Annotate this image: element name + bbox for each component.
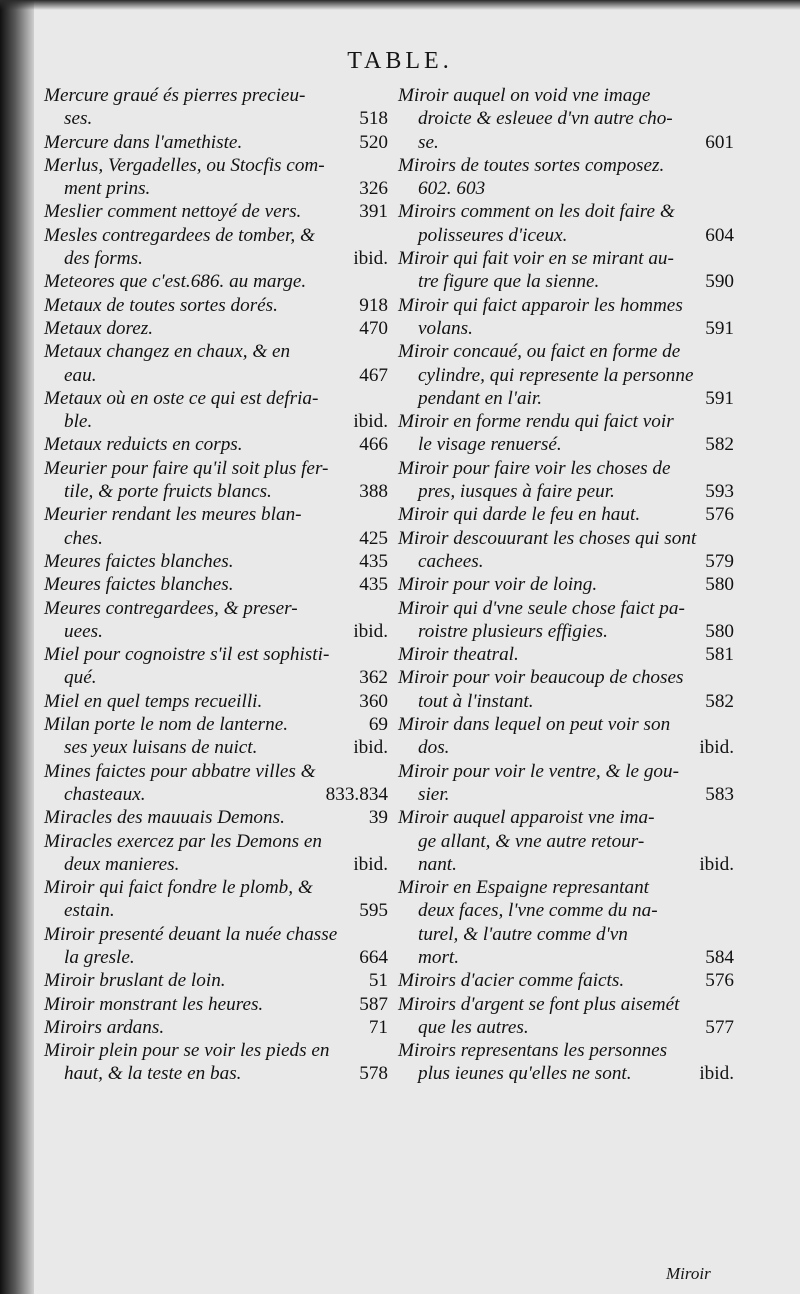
page-reference: 583 (705, 783, 734, 805)
index-entry (44, 643, 388, 690)
entry-text-line: Miroir qui faict apparoir les hommes (398, 294, 683, 316)
page-reference: 579 (705, 550, 734, 572)
entry-text-line: polisseures d'iceux. (418, 224, 568, 246)
entry-text-line: nant. (418, 853, 457, 875)
entry-text-line: Meures faictes blanches. (44, 574, 234, 596)
index-entry (44, 131, 388, 154)
page-reference: 51 (368, 970, 388, 992)
entry-text-line: Miroir pour voir le ventre, & le gou- (398, 760, 680, 782)
entry-text-line: tre figure que la sienne. (418, 271, 600, 293)
entry-text-line: Miroir monstrant les heures. (44, 993, 264, 1015)
entry-text-line: Milan porte le nom de lanterne. (44, 714, 289, 736)
entry-text-line: Metaux de toutes sortes dorés. (44, 294, 278, 316)
page-reference: ibid. (353, 737, 388, 759)
entry-text-line: Meures faictes blanches. (44, 550, 234, 572)
index-entry (44, 993, 388, 1016)
entry-text-line: se. (418, 131, 439, 153)
entry-text-line: turel, & l'autre comme d'vn (418, 923, 628, 945)
entry-text-line: Metaux dorez. (44, 317, 154, 339)
index-entry (44, 340, 388, 387)
entry-text-line: Miroir qui faict fondre le plomb, & (44, 877, 313, 899)
entry-text-line: Miroir dans lequel on peut voir son (398, 714, 671, 736)
entry-text-line: Mercure dans l'amethiste. (44, 131, 243, 153)
page-reference: 388 (359, 481, 388, 503)
page-reference: ibid. (699, 737, 734, 759)
entry-text-line: qué. (64, 667, 97, 689)
page-reference: 601 (705, 131, 734, 153)
page-reference: 576 (705, 970, 734, 992)
index-entry (44, 1016, 388, 1039)
entry-text-line: ches. (64, 527, 103, 549)
entry-text-line: Miroir plein pour se voir les pieds en (44, 1040, 330, 1062)
index-entry (398, 410, 734, 457)
index-entry (398, 200, 734, 247)
page-reference: 362 (359, 667, 388, 689)
index-entry (44, 433, 388, 456)
entry-text-line: Mercure graué és pierres precieu- (44, 85, 306, 106)
index-entry (398, 527, 734, 574)
index-entry (44, 806, 388, 829)
entry-text-line: deux faces, l'vne comme du na- (418, 900, 658, 922)
entry-text-line: eau. (64, 364, 97, 386)
entry-text-line: Merlus, Vergadelles, ou Stocfis com- (44, 154, 325, 176)
page-gutter-shadow (0, 0, 34, 1294)
entry-text-line: Miroir pour voir beaucoup de choses (398, 667, 684, 689)
entry-text-line: Metaux où en oste ce qui est defria- (44, 387, 319, 409)
entry-text-line: pendant en l'air. (418, 387, 543, 409)
index-entry (398, 1039, 734, 1086)
entry-text-line: pres, iusques à faire peur. (418, 481, 615, 503)
page-header: TABLE. (347, 48, 453, 74)
entry-text-line: la gresle. (64, 946, 135, 968)
index-entry (44, 969, 388, 992)
entry-text-line: Miroirs ardans. (44, 1016, 165, 1038)
page-reference: 520 (359, 131, 388, 153)
index-entry (398, 294, 734, 341)
entry-text-line: Miroir bruslant de loin. (44, 970, 226, 992)
page-reference: 582 (705, 690, 734, 712)
entry-text-line: que les autres. (418, 1016, 529, 1038)
index-entry (398, 969, 734, 992)
index-entry (44, 154, 388, 201)
page-reference: 518 (359, 108, 388, 130)
entry-text-line: Miroir pour faire voir les choses de (398, 457, 671, 479)
entry-text-line: ble. (64, 411, 93, 433)
entry-text-line: Miroir en forme rendu qui faict voir (398, 411, 674, 433)
entry-text-line: dos. (418, 737, 450, 759)
page-reference: 581 (705, 644, 734, 666)
entry-text-line: uees. (64, 620, 103, 642)
page-reference: 71 (368, 1016, 388, 1038)
page-reference: 595 (359, 900, 388, 922)
index-entry (398, 154, 734, 201)
page-reference: 576 (705, 504, 734, 526)
index-entry (398, 643, 734, 666)
page-reference: 584 (705, 946, 734, 968)
page-reference: 582 (705, 434, 734, 456)
entry-text-line: Miroirs comment on les doit faire & (398, 201, 675, 223)
page-reference: 470 (359, 317, 388, 339)
page-reference: 425 (359, 527, 388, 549)
page-reference: 578 (359, 1063, 388, 1085)
entry-text-line: plus ieunes qu'elles ne sont. (418, 1063, 632, 1085)
index-entry (398, 993, 734, 1040)
entry-text-line: Meteores que c'est.686. au marge. (44, 271, 307, 293)
page-reference: 360 (359, 690, 388, 712)
page-reference: 591 (705, 317, 734, 339)
page-reference: ibid. (353, 248, 388, 270)
page-reference: ibid. (353, 411, 388, 433)
entry-text-line: Miel pour cognoistre s'il est sophisti- (44, 644, 330, 666)
entry-text-line: droicte & esleuee d'vn autre cho- (418, 108, 673, 130)
entry-text-line: Miroir qui fait voir en se mirant au- (398, 248, 674, 270)
page-reference: ibid. (353, 853, 388, 875)
entry-text-line: Meurier pour faire qu'il soit plus fer- (44, 457, 329, 479)
page-reference: 435 (359, 550, 388, 572)
entry-text-line: Miroir pour voir de loing. (398, 574, 598, 596)
entry-text-line: Miroir auquel apparoist vne ima- (398, 807, 655, 829)
entry-text-line: Miroir auquel on void vne image (398, 85, 651, 106)
entry-text-line: Miroir concaué, ou faict en forme de (398, 341, 681, 363)
entry-text-line: ses yeux luisans de nuict. (64, 737, 258, 759)
index-entry (44, 760, 388, 807)
page-reference: 577 (705, 1016, 734, 1038)
entry-text-line: Meslier comment nettoyé de vers. (44, 201, 302, 223)
entry-text-line: Miroirs d'acier comme faicts. (398, 970, 625, 992)
entry-text-line: ses. (64, 108, 93, 130)
index-entry (44, 573, 388, 596)
index-entry (44, 830, 388, 877)
catchword: Miroir (666, 1264, 711, 1283)
entry-text-line: Miroir qui darde le feu en haut. (398, 504, 641, 526)
entry-text-line: Mines faictes pour abbatre villes & (44, 760, 316, 782)
entry-text-line: sier. (418, 783, 450, 805)
index-entry (398, 597, 734, 644)
entry-text-line: Miracles des mauuais Demons. (44, 807, 285, 829)
index-entry (398, 573, 734, 596)
entry-text-line: Mesles contregardees de tomber, & (44, 224, 315, 246)
index-entry (398, 876, 734, 969)
page-reference: 435 (359, 574, 388, 596)
entry-text-line: tile, & porte fruicts blancs. (64, 481, 272, 503)
page-reference: 467 (359, 364, 388, 386)
entry-text-line: des forms. (64, 248, 143, 270)
entry-text-line: ge allant, & vne autre retour- (418, 830, 645, 852)
index-entry (44, 690, 388, 713)
index-entry (398, 806, 734, 876)
entry-text-line: Miroirs de toutes sortes composez. (398, 154, 665, 176)
entry-text-line: cylindre, qui represente la personne (418, 364, 694, 386)
entry-text-line: Miroir presenté deuant la nuée chasse (44, 923, 338, 945)
index-entry (44, 200, 388, 223)
index-entry (44, 713, 388, 760)
page-reference: ibid. (699, 1063, 734, 1085)
page-reference: 466 (359, 434, 388, 456)
entry-text-line: Miracles exercez par les Demons en (44, 830, 322, 852)
index-entry (398, 760, 734, 807)
entry-text-line: Metaux changez en chaux, & en (44, 341, 291, 363)
page-reference: 69 (368, 714, 388, 736)
index-entry (398, 713, 734, 760)
page-reference: ibid. (699, 853, 734, 875)
index-entry (44, 294, 388, 317)
entry-text-line: Miroirs representans les personnes (398, 1040, 668, 1062)
index-entry (44, 270, 388, 293)
page-reference: 580 (705, 620, 734, 642)
page-top-shadow (0, 0, 800, 10)
entry-text-line: roistre plusieurs effigies. (418, 620, 608, 642)
index-entry (44, 317, 388, 340)
index-entry (44, 224, 388, 271)
entry-text-line: estain. (64, 900, 115, 922)
index-entry (44, 550, 388, 573)
entry-text-line: haut, & la teste en bas. (64, 1063, 242, 1085)
index-entry (44, 503, 388, 550)
index-entry (398, 503, 734, 526)
entry-text-line: Miroir qui d'vne seule chose faict pa- (398, 597, 685, 619)
index-entry (44, 387, 388, 434)
page-reference: 391 (359, 201, 388, 223)
index-entry (44, 457, 388, 504)
entry-text-line: Miel en quel temps recueilli. (44, 690, 263, 712)
entry-text-line: Meures contregardees, & preser- (44, 597, 298, 619)
entry-text-line: Miroir en Espaigne represantant (398, 877, 650, 899)
page-reference: 664 (359, 946, 388, 968)
entry-text-line: cachees. (418, 550, 484, 572)
index-entry (398, 84, 734, 154)
entry-text-line: chasteaux. (64, 783, 146, 805)
page-reference: 590 (705, 271, 734, 293)
entry-text-line: tout à l'instant. (418, 690, 534, 712)
index-entry (44, 1039, 388, 1086)
index-entry (398, 457, 734, 504)
entry-text-line: Miroirs d'argent se font plus aisemét (398, 993, 680, 1015)
page-reference: ibid. (353, 620, 388, 642)
page-reference: 593 (705, 481, 734, 503)
index-entry (44, 876, 388, 923)
page-reference: 591 (705, 387, 734, 409)
entry-text-line: deux manieres. (64, 853, 180, 875)
index-entry (398, 340, 734, 410)
entry-text-line: Meurier rendant les meures blan- (44, 504, 302, 526)
entry-text-line: mort. (418, 946, 460, 968)
index-entry (44, 923, 388, 970)
entry-text-line: 602. 603 (418, 178, 486, 200)
entry-text-line: Miroir theatral. (398, 644, 519, 666)
page-reference: 326 (359, 178, 388, 200)
index-entry (44, 84, 388, 131)
page-reference: 39 (368, 807, 388, 829)
index-entry (44, 597, 388, 644)
index-column-right (398, 84, 734, 1086)
entry-text-line: le visage renuersé. (418, 434, 562, 456)
page-reference: 604 (705, 224, 734, 246)
entry-text-line: ment prins. (64, 178, 151, 200)
page-reference: 580 (705, 574, 734, 596)
page-reference: 587 (359, 993, 388, 1015)
entry-text-line: volans. (418, 317, 473, 339)
index-entry (398, 666, 734, 713)
entry-text-line: Miroir descouurant les choses qui sont (398, 527, 697, 549)
page-reference: 918 (359, 294, 388, 316)
entry-text-line: Metaux reduicts en corps. (44, 434, 243, 456)
page-reference: 833.834 (325, 783, 388, 805)
index-entry (398, 247, 734, 294)
index-column-left (44, 84, 388, 1086)
